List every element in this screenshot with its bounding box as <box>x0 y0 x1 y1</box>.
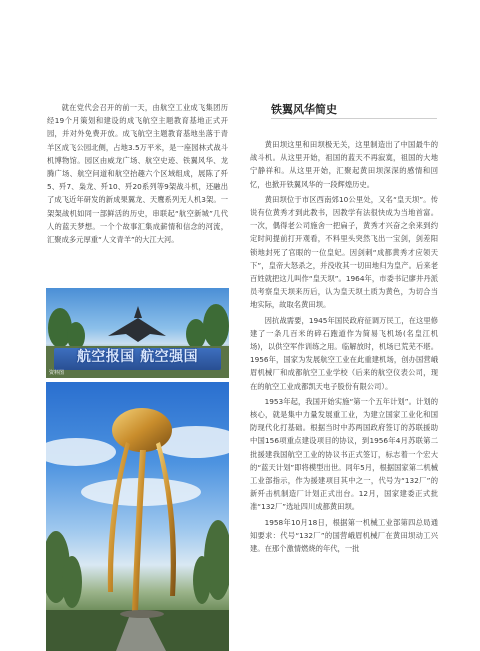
article-paragraph: 1953年起，我国开始实施“第一个五年计划”。计划的核心，就是集中力量发展重工业，为建立国家工业化和国防现代化打基础。根据当时中苏两国政府签订的苏联援助中国156项重点建设项目的协议，到1956年4月苏联第二批援建我国航空工业的协议书正式签订，标志着一个宏大的“蓝天计划”即将模型出世。同年5月，根据国家第二机械工业部指示，作为援建项目其中之一，代号为“132厂”的新歼击机制造厂计划正式出台。12月，国家建委正式批准“132厂”选址四川成都黄田坝。 <box>250 396 438 512</box>
article-paragraph: 1958年10月18日，根据第一机械工业部第四总局通知要求：代号“132厂”的国营峨眉机械厂在黄田坝动工兴建。在那个激情燃烧的年代，一批 <box>250 517 438 554</box>
intro-paragraph: 就在党代会召开的前一天，由航空工业成飞集团历经19个月策划和建设的成飞航空主题教育基地正式开园，并对外免费开放。成飞航空主题教育基地坐落于青羊区成飞公园北侧，占地3.5万平米，是一座园林式战斗机博物馆。园区由威龙广场、航空史迹、铁翼风华、龙腾广场、航空问道和航空抬趣六个区域组成，展陈了歼5、歼7、枭龙、歼10、歼20系列等9架战斗机，还融出了成飞近年研发的新成果翼龙、天鹰系列无人机3架。一架架战机如同一部鲜活的历史，串联起“航空新城”几代人的蓝天梦想。一个个故事汇集成薪情和信念的河流，汇聚成多元厚重“人文青羊”的大江大河。 <box>47 103 228 245</box>
sculpture-illustration <box>46 382 229 651</box>
left-column <box>47 101 228 246</box>
park-entrance-photo <box>46 288 229 378</box>
title-divider <box>271 118 437 119</box>
slogan-sign: 航空报国 航空强国 <box>76 349 199 365</box>
article-body <box>250 138 438 557</box>
article-title: 铁翼风华简史 <box>271 103 337 116</box>
photo-credit: 资料图 <box>49 370 65 376</box>
article-paragraph: 黄田坝这里和田坝极无关，这里制造出了中国最牛的战斗机。从这里开始，祖国的蓝天不再寂寞，祖国的大地宁静祥和。从这里开始，汇聚起黄田坝深深的感情和回忆，也掀开铁翼风华的一段辉煌历史。 <box>250 140 438 189</box>
sculpture-photo <box>46 382 229 651</box>
article-paragraph: 黄田坝位于市区西南郊10公里处，又名“皇天坝”。传说有位黄秀才到此教书，因教学有法很快成为当地首富。一次，偶得老公司施舍一把扁子，黄秀才兴奋之余来到约定时间提前打开观看，不料里头突然飞出一宝剑，剑差阳锁地封死了官眼的一位皇妃。因剑刺“成都黄秀才应领天下”，皇帝大怒杀之，并没收其一切田地归为皇产。后来老百姓就把这儿叫作“皇天坝”。1964年，市委书记廖井丹派员考察皇天坝来历后，认为皇天坝土质为黄色，为切合当地实际，故取名黄田坝。 <box>250 194 438 310</box>
article-paragraph: 因抗战需要，1945年国民政府征调万民工，在这里修建了一条几百米的碎石跑道作为简易飞机场(名皇江机场)，以供空军作训练之用。临解放时，机场已荒芜不堪。1956年，国家为发展航空工业在此重建机场，创办国营峨眉机械厂和成都航空工业学校（后来的航空仪表公司，现在的航空工业成都凯天电子股份有限公司）。 <box>250 315 438 391</box>
